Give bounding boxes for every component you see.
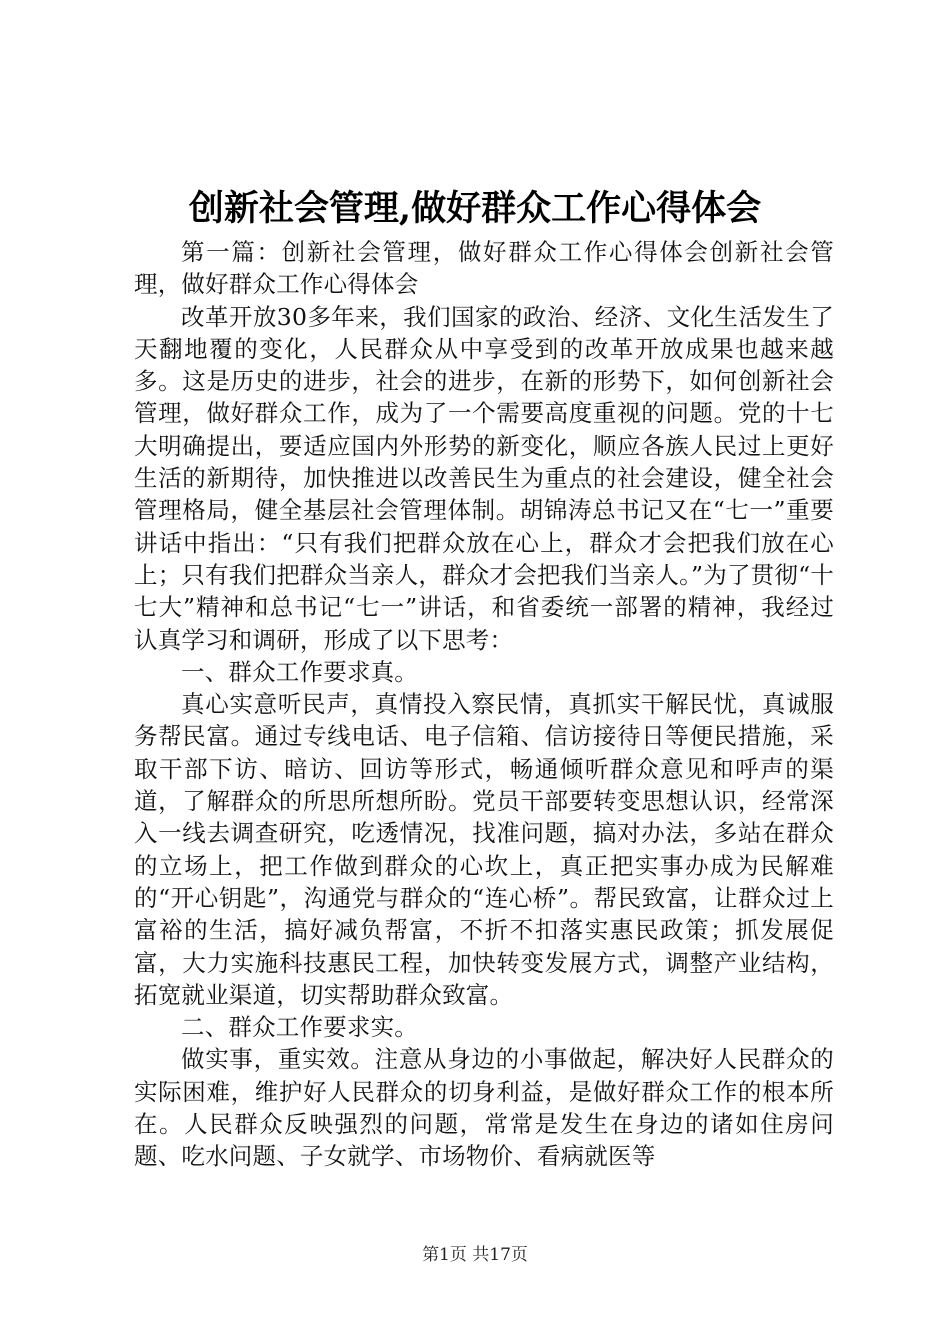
paragraph-intro: 第一篇：创新社会管理，做好群众工作心得体会创新社会管理，做好群众工作心得体会	[134, 238, 834, 299]
document-body	[134, 236, 834, 1173]
document-title: 创新社会管理,做好群众工作心得体会	[188, 188, 762, 229]
paragraph-section-2: 做实事，重实效。注意从身边的小事做起，解决好人民群众的实际困难，维护好人民群众的切身利益，是做好群众工作的根本所在。人民群众反映强烈的问题，常常是发生在身边的诸如住房问题、吃水问题、子女就学、市场物价、看病就医等	[134, 1045, 834, 1171]
page-number-footer: 第1页 共17页	[422, 1245, 528, 1265]
section-heading-1: 一、群众工作要求真。	[181, 657, 418, 686]
paragraph-section-1: 真心实意听民声，真情投入察民情，真抓实干解民忧，真诚服务帮民富。通过专线电话、电子信箱、信访接待日等便民措施，采取干部下访、暗访、回访等形式，畅通倾听群众意见和呼声的渠道，了解群众的所思所想所盼。党员干部要转变思想认识，经常深入一线去调查研究，吃透情况，找准问题，搞对办法，多站在群众的立场上，把工作做到群众的心坎上，真正把实事办成为民解难的“开心钥匙”，沟通党与群众的“连心桥”。帮民致富，让群众过上富裕的生活，搞好减负帮富，不折不扣落实惠民政策；抓发展促富，大力实施科技惠民工程，加快转变发展方式，调整产业结构，拓宽就业渠道，切实帮助群众致富。	[134, 690, 834, 1009]
paragraph-background: 改革开放30多年来，我们国家的政治、经济、文化生活发生了天翻地覆的变化，人民群众从中享受到的改革开放成果也越来越多。这是历史的进步，社会的进步，在新的形势下，如何创新社会管理，做好群众工作，成为了一个需要高度重视的问题。党的十七大明确提出，要适应国内外形势的新变化，顺应各族人民过上更好生活的新期待，加快推进以改善民生为重点的社会建设，健全社会管理格局，健全基层社会管理体制。胡锦涛总书记又在“七一”重要讲话中指出：“只有我们把群众放在心上，群众才会把我们放在心上；只有我们把群众当亲人，群众才会把我们当亲人。”为了贯彻“十七大”精神和总书记“七一”讲话，和省委统一部署的精神，我经过认真学习和调研，形成了以下思考：	[134, 302, 834, 654]
section-heading-2: 二、群众工作要求实。	[181, 1013, 418, 1042]
